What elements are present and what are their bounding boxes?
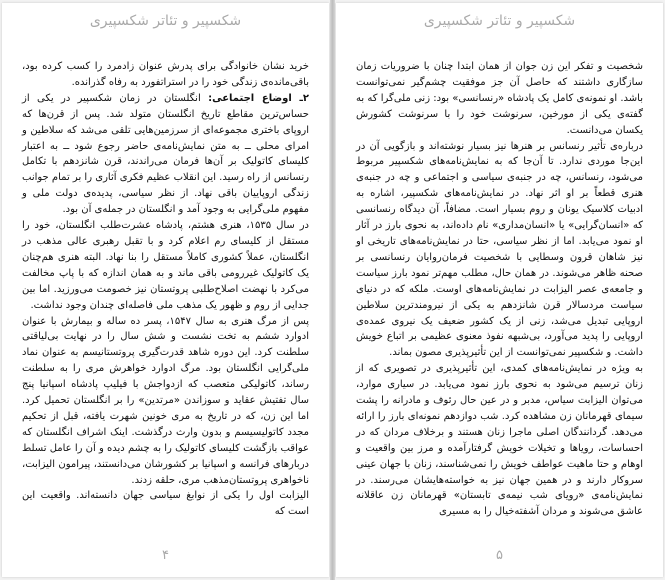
running-head-left: شکسپیر و تئاتر شکسپیری	[89, 13, 242, 29]
paragraph: پس از مرگ هنری به سال ۱۵۴۷، پسر ده ساله و بیمارش با عنوان ادوارد ششم به تخت نشست و شش سال را در نهایت بی‌لیاقتی سلطنت کرد. این دوره شاهد قدرت‌گیری پروتستانیسم به عنوان نماد ملی‌گرایی انگلستان بود. مرگ ادوارد خواهرش مری را به سلطنت رساند، کاتولیکی متعصب که ازدواجش با فیلیپ پادشاه اسپانیا پنج سال تفتیش عقاید و سوزاندن «مرتدین» را بر انگلستان تحمیل کرد. اما این زن، که در تاریخ به مری خونین شهرت یافته، قبل از تحکیم مجدد کاتولیسیسم و بدون وارث درگذشت. اینک اشراف انگلستان که عواقب بازگشت کلیسای کاتولیک را به چشم دیده و آن را عامل تسلط دربارهای فرانسه و اسپانیا بر کشورشان می‌دانستند، پیرامون الیزابت، ناخواهری پروتستان‌مذهب مری، حلقه زدند.	[22, 315, 309, 486]
page-number-right: ۵	[496, 548, 503, 563]
left-page-body	[22, 59, 309, 520]
page-number-left: ۴	[162, 548, 169, 563]
paragraph: به ویژه در نمایش‌نامه‌های کمدی، این تأثیرپذیری در تصویری که از زنان ترسیم می‌شود به نحوی بارز نمود می‌یابد. در سیاری موارد، می‌توان الیزابت سیاس، مدبر و در عین حال رئوف و مادرانه را پشت سیمای قهرمانان زن مشاهده کرد. شب دوازدهم نمونه‌ای بارز را ارائه می‌دهد. گردانندگان اصلی ماجرا زنان هستند و برخلاف مردان که در احساسات، رویاها و تخیلات خویش گرفتارآمده و مرز بین واقعیت و اوهام و حتا ماهیت عواطف خویش را نمی‌شناسند، زنان با جهان عینی سروکار دارند و در همین جهان نیز به خواسته‌هایشان می‌رسند. در نمایش‌نامه‌ی «رویای شب نیمه‌ی تابستان» قهرمانان زن عاقلانه عاشق می‌شوند و مردان آشفته‌خیال را به مسیری	[356, 363, 643, 518]
paragraph: خرید نشان خانوادگی برای پدرش عنوان زادمرد را کسب کرده بود، باقی‌مانده‌ی زندگی خود را در استراتفورد به رفاه گذرانده.	[22, 61, 309, 88]
paragraph: شخصیت و تفکر این زن جوان از همان ابتدا چنان با ضروریات زمان سازگاری داشتند که حاصل آن جز موفقیت چشم‌گیر نمی‌توانست باشد. او نمونه‌ی کامل یک پادشاه «رنسانسی» بود: زنی ملی‌گرا که به گفته‌ی یکی از مورخین، سرنوشت خود را با سرنوشت کشورش یکسان می‌دانست.	[356, 61, 643, 136]
section-paragraph-text: انگلستان در زمان شکسپیر در یکی از حساس‌ترین مقاطع تاریخ انگلستان متولد شد. پس از قرن‌ها که اروپای باختری مجموعه‌ای از سرزمین‌هایی تلقی می‌شد که سلاطین و امرای محلی ــ به متن نمایش‌نامه‌ی حاضر رجوع شود ــ به اعتبار کلیسای کاتولیک بر آن‌ها فرمان می‌راندند، قرن شانزدهم با تکامل رنسانس از راه رسید. این انقلاب عظیم فکری آثاری را بر تمام جوانب زندگی اروپاییان باقی نهاد. از نظر سیاسی، پدیده‌ی دولت ملی و مفهوم ملی‌گرایی به وجود آمد و انگلستان در جمله‌ی آن بود.	[22, 92, 309, 216]
running-head-right: شکسپیر و تئاتر شکسپیری	[423, 13, 576, 29]
paragraph: الیزابت اول را یکی از نوابغ سیاسی جهان دانسته‌اند. واقعیت این است که	[22, 490, 309, 518]
left-page	[2, 3, 329, 577]
right-page-body	[356, 59, 643, 520]
right-page	[336, 3, 663, 577]
paragraph: در سال ۱۵۳۵، هنری هشتم، پادشاه عشرت‌طلب انگلستان، خود را مستقل از کلیسای رم اعلام کرد و با تقبل رهبری عالی مذهب در انگلستان، عملاً کشوری کاملاً مستقل را بنا نهاد. البته هنری هم‌چنان یک کاتولیک غیررومی باقی ماند و به همان اندازه که با پاپ مخالفت می‌کرد با نهضت اصلاح‌طلبی پروتستان نیز خصومت می‌ورزید. اما بین جدایی از روم و ظهور یک مذهب ملی فاصله‌ای چندان وجود نداشت.	[22, 220, 309, 311]
paragraph: درباره‌ی تأثیر رنسانس بر هنرها نیز بسیار نوشته‌اند و بازگویی آن در این‌جا موردی ندارد. تا آن‌جا که به نمایش‌نامه‌های شکسپیر مربوط می‌شود، رنسانس، چه در جنبه‌ی سیاسی و اجتماعی و چه در جنبه‌ی هنری قطعاً بر او اثر نهاد. در نمایش‌نامه‌های شکسپیر، اشاره به ادبیات کلاسیک یونان و روم بسیار است. مضافاً، آن دیدگاه رنسانسی که «انسان‌گرایی» یا «انسان‌مداری» نام داده‌اند، به نحوی بارز در آثار او نمود می‌یابد. اما از نظر سیاسی، حتا در نمایش‌نامه‌های تاریخی او نیز شاهان قرون وسطایی با شخصیت فرمان‌روایان رنسانسی بر صحنه ظاهر می‌شوند. در همان حال، مطلب مهم‌تر نمود بارز سیاست و جامعه‌ی عصر الیزابت در نمایش‌نامه‌های اوست. ملکه که در دنیای سیاست مردسالار قرن شانزدهم به یکی از نیرومندترین سلاطین اروپایی تبدیل می‌شد، زنی از یک کشور ضعیف یک نیروی عمده‌ی اروپایی را پدید می‌آورد، بی‌شبهه نفوذ معنوی عظیمی بر اتباع خویش داشت. و شکسپیر نمی‌توانست از این تأثیرپذیری مصون بماند.	[356, 140, 643, 359]
book-gutter	[330, 0, 335, 580]
section-heading: ۲ـ اوضاع اجتماعی:	[208, 92, 309, 104]
paragraph-with-section-heading	[22, 91, 309, 218]
